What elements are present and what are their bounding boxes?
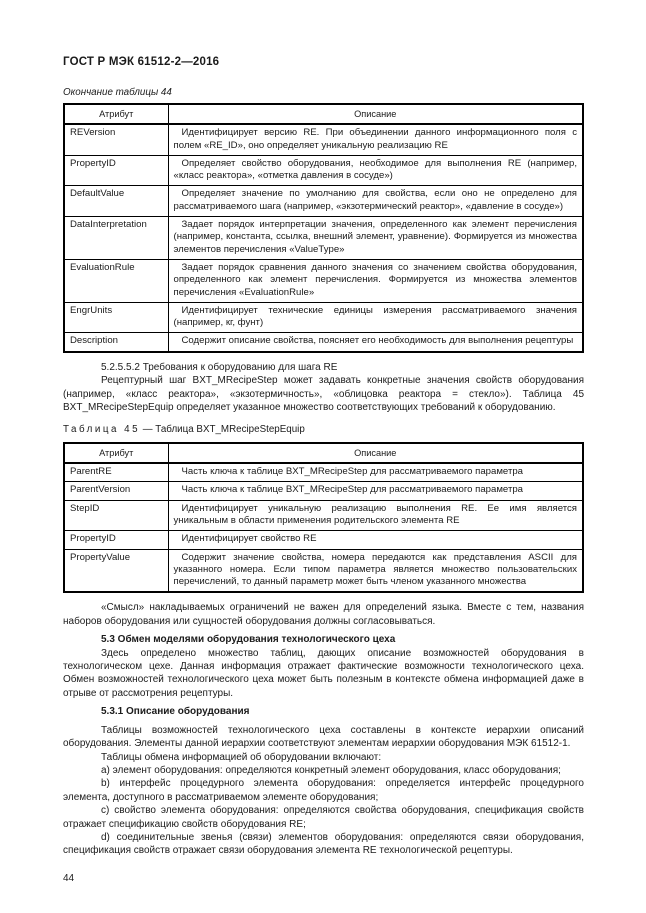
table-row bbox=[64, 259, 583, 302]
description-cell: Идентифицирует технические единицы измерения рассматриваемого значения (например, кг, фунт) bbox=[168, 302, 583, 333]
paragraph: Таблицы обмена информацией об оборудовании включают: bbox=[101, 751, 382, 763]
section-5-3-heading: 5.3 Обмен моделями оборудования технологического цеха bbox=[101, 634, 396, 646]
attribute-cell: PropertyID bbox=[64, 155, 168, 186]
table-row bbox=[64, 500, 583, 531]
column-header-description: Описание bbox=[168, 104, 583, 124]
description-cell: Часть ключа к таблице BXT_MRecipeStep для рассматриваемого параметра bbox=[168, 463, 583, 482]
table-45 bbox=[63, 442, 584, 594]
table-row bbox=[64, 155, 583, 186]
table-row bbox=[64, 463, 583, 482]
description-cell: Задает порядок интерпретации значения, определенного как элемент перечисления (например, константа, ссылка, внешний элемент, уравнение). Формируется из множества элементов перечисления «ValueType» bbox=[168, 217, 583, 260]
description-cell: Задает порядок сравнения данного значения со значением свойства оборудования, определенного как элемент перечисления. Формируется из множества элементов перечисления «EvaluationRule» bbox=[168, 259, 583, 302]
table-header-row bbox=[64, 104, 583, 124]
attribute-cell: ParentRE bbox=[64, 463, 168, 482]
table-row bbox=[64, 549, 583, 592]
table-row bbox=[64, 217, 583, 260]
table-row bbox=[64, 302, 583, 333]
table-row bbox=[64, 333, 583, 352]
description-cell: Часть ключа к таблице BXT_MRecipeStep для рассматриваемого параметра bbox=[168, 482, 583, 500]
table-45-head bbox=[64, 443, 583, 463]
table-44-continuation-caption: Окончание таблицы 44 bbox=[63, 87, 172, 98]
column-header-attribute: Атрибут bbox=[64, 104, 168, 124]
paragraph: Здесь определено множество таблиц, дающих описание возможностей оборудования в технологическом цехе. Данная информация отражает фактические возможности технологического цеха. Обмен возможностей технологического цеха может быть полезным в контексте обмена информацией даже в отрыве от рассмотрения рецептуры. bbox=[63, 647, 584, 699]
description-cell: Идентифицирует версию RE. При объединении данного информационного поля с полем «RE_ID», оно определяет уникальную реализацию RE bbox=[168, 124, 583, 155]
section-5-3-1-heading: 5.3.1 Описание оборудования bbox=[101, 706, 250, 718]
description-cell: Определяет значение по умолчанию для свойства, если оно не определено для рассматриваемого шага (например, «экзотермический реактор», «давление в сосуде») bbox=[168, 186, 583, 217]
table-row bbox=[64, 124, 583, 155]
list-item: d) соединительные звенья (связи) элементов оборудования: определяются связи оборудования, спецификация свойств отражает связи оборудования элемента RE технологической рецептуры. bbox=[63, 831, 584, 857]
paragraph: Рецептурный шаг BXT_MRecipeStep может задавать конкретные значения свойств оборудования (например, «класс реактора», «экзотермичность», «облицовка реактора = стекло»). Таблица 45 BXT_MRecipeStepEquip определяет указанное множество соответствующих требований к оборудованию. bbox=[63, 375, 584, 413]
table-45-caption bbox=[63, 423, 584, 436]
description-cell: Содержит описание свойства, поясняет его необходимость для выполнения рецептуры bbox=[168, 333, 583, 352]
attribute-cell: StepID bbox=[64, 500, 168, 531]
table-row bbox=[64, 531, 583, 549]
attribute-cell: Description bbox=[64, 333, 168, 352]
table-header-row bbox=[64, 443, 583, 463]
table-45-caption-label: Таблица 45 bbox=[63, 424, 141, 436]
attribute-cell: DataInterpretation bbox=[64, 217, 168, 260]
section-5-2-5-5-2 bbox=[63, 361, 584, 437]
description-cell: Содержит значение свойства, номера передаются как представления ASCII для указанного номера. Если типом параметра является множество пользовательских перечислений, то данный параметр может быть членом указанного множества bbox=[168, 549, 583, 592]
paragraph: Таблицы возможностей технологического цеха составлены в контексте иерархии описаний оборудования. Элементы данной иерархии соответствуют элементам иерархии оборудования МЭК 61512-1. bbox=[63, 724, 584, 750]
description-cell: Идентифицирует уникальную реализацию выполнения RE. Ее имя является уникальным в области применения родительского элемента RE bbox=[168, 500, 583, 531]
attribute-cell: PropertyID bbox=[64, 531, 168, 549]
attribute-cell: EngrUnits bbox=[64, 302, 168, 333]
table-44-head bbox=[64, 104, 583, 124]
list-item: a) элемент оборудования: определяются конкретный элемент оборудования, класс оборудования; bbox=[101, 764, 561, 776]
description-cell: Определяет свойство оборудования, необходимое для выполнения RE (например, «класс реактора», «отметка давления в сосуде») bbox=[168, 155, 583, 186]
paragraph: «Смысл» накладываемых ограничений не важен для определений языка. Вместе с тем, названия наборов оборудования или сущностей оборудования должны согласовываться. bbox=[63, 602, 584, 627]
attribute-cell: REVersion bbox=[64, 124, 168, 155]
table-row bbox=[64, 186, 583, 217]
list-item: c) свойство элемента оборудования: определяются свойства оборудования, спецификация свойств отражает спецификацию свойств оборудования RE; bbox=[63, 805, 584, 830]
table-row bbox=[64, 482, 583, 500]
column-header-attribute: Атрибут bbox=[64, 443, 168, 463]
column-header-description: Описание bbox=[168, 443, 583, 463]
table-44 bbox=[63, 103, 584, 353]
attribute-cell: EvaluationRule bbox=[64, 259, 168, 302]
list-item: b) интерфейс процедурного элемента оборудования: определяется интерфейс процедурного элемента, доступного в рассматриваемом элементе оборудования; bbox=[63, 778, 584, 803]
document-title: ГОСТ Р МЭК 61512-2—2016 bbox=[63, 56, 220, 68]
page-number: 44 bbox=[63, 872, 75, 884]
attribute-cell: DefaultValue bbox=[64, 186, 168, 217]
table-45-caption-text: — Таблица BXT_MRecipeStepEquip bbox=[140, 424, 305, 436]
subsection-heading: 5.2.5.5.2 Требования к оборудованию для шага RE bbox=[101, 361, 338, 373]
attribute-cell: ParentVersion bbox=[64, 482, 168, 500]
table-44-body bbox=[64, 124, 583, 351]
main-text bbox=[63, 601, 584, 885]
attribute-cell: PropertyValue bbox=[64, 549, 168, 592]
description-cell: Идентифицирует свойство RE bbox=[168, 531, 583, 549]
table-45-body bbox=[64, 463, 583, 592]
